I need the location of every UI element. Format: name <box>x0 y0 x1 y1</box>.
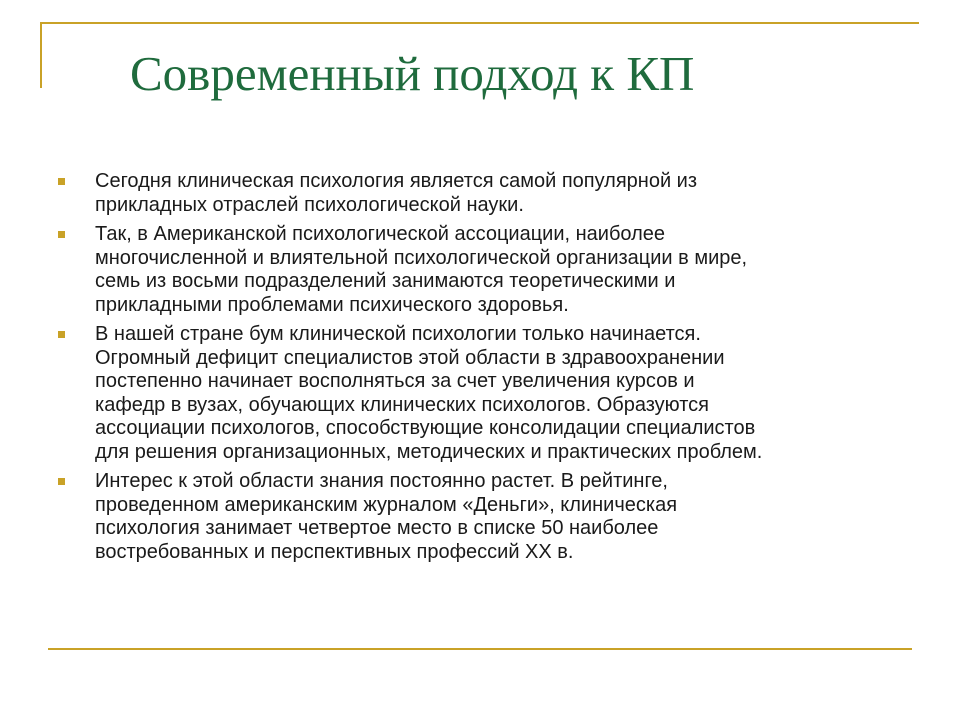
bullet-item <box>58 470 908 564</box>
square-bullet-icon <box>58 478 65 485</box>
slide-title: Современный подход к КП <box>130 46 695 101</box>
square-bullet-icon <box>58 178 65 185</box>
bullet-text: Интерес к этой области знания постоянно растет. В рейтинге, проведенном американским журналом «Деньги», клиническая психология занимает четвертое место в списке 50 наиболее востребованных и перспективных профессий XX в. <box>95 470 678 563</box>
bullet-item <box>58 170 908 217</box>
bullet-text: В нашей стране бум клинической психологии только начинается. Огромный дефицит специалистов этой области в здравоохранении постепенно начинает восполняться за счет увеличения курсов и кафедр в вузах, обучающих клинических психологов. Образуются ассоциации психологов, способствующие консолидации специалистов для решения организационных, методических и практических проблем. <box>95 323 763 463</box>
frame-bottom-line <box>48 648 912 650</box>
bullet-item <box>58 323 908 464</box>
frame-top-line <box>40 22 919 24</box>
bullet-text: Так, в Американской психологической ассоциации, наиболее многочисленной и влиятельной психологической организации в мире, семь из восьми подразделений занимаются теоретическими и прикладными проблемами психического здоровья. <box>95 223 748 316</box>
frame-left-line <box>40 22 42 88</box>
bullet-text: Сегодня клиническая психология является самой популярной из прикладных отраслей психологической науки. <box>95 170 698 216</box>
bullet-item <box>58 223 908 317</box>
bullet-list <box>58 170 908 570</box>
square-bullet-icon <box>58 231 65 238</box>
square-bullet-icon <box>58 331 65 338</box>
